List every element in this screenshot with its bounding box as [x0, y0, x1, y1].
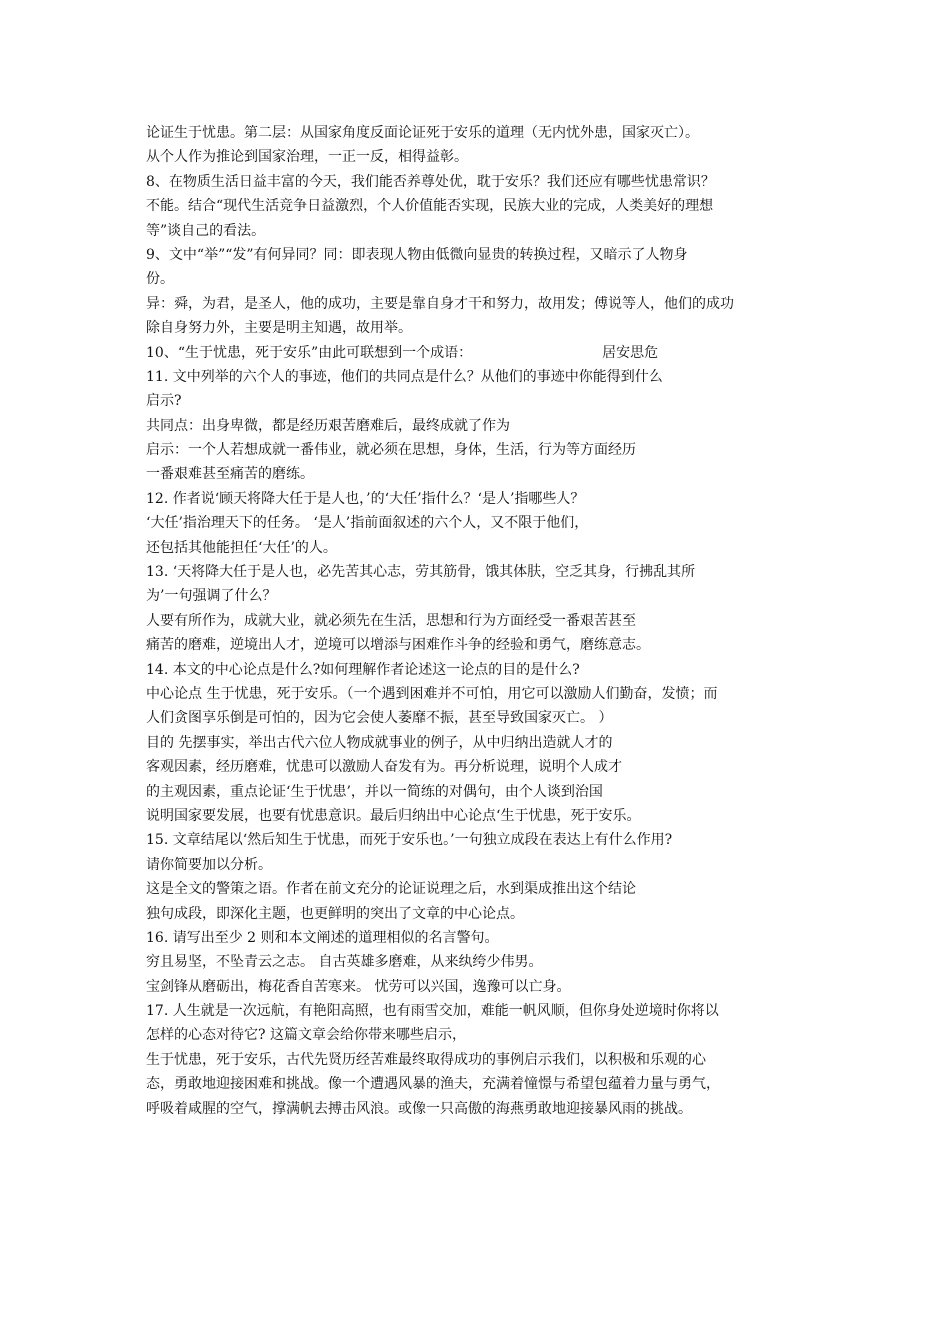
text-line: 目的 先摆事实，举出古代六位人物成就事业的例子，从中归纳出造就人才的: [146, 734, 613, 751]
text-line: 生于忧患，死于安乐，古代先贤历经苦难最终取得成功的事例启示我们，以积极和乐观的心: [146, 1051, 706, 1068]
question-10-line: [146, 341, 818, 365]
text-line: 16. 请写出至少 2 则和本文阐述的道理相似的名言警句。: [146, 929, 499, 946]
text-line: 8、在物质生活日益丰富的今天，我们能否养尊处优，耽于安乐？我们还应有哪些忧患常识？: [146, 173, 715, 190]
question-10-text: 10、“生于忧患，死于安乐”由此可联想到一个成语：: [146, 344, 473, 361]
text-line: 呼吸着咸腥的空气，撑满帆去搏击风浪。或像一只高傲的海燕勇敢地迎接暴风雨的挑战。: [146, 1100, 692, 1117]
text-line: ‘大任’指治理天下的任务。 ‘是人’指前面叙述的六个人，又不限于他们，: [146, 515, 589, 532]
text-line: 从个人作为推论到国家治理，一正一反，相得益彰。: [146, 149, 468, 166]
text-line: 穷且易坚，不坠青云之志。 自古英雄多磨难，从来纨绔少伟男。: [146, 954, 543, 971]
question-10-answer: 居安思危: [602, 344, 659, 361]
text-line: 怎样的心态对待它? 这篇文章会给你带来哪些启示，: [146, 1027, 466, 1044]
text-line: 除自身努力外，主要是明主知遇，故用举。: [146, 320, 412, 337]
text-line: 还包括其他能担任‘大任’的人。: [146, 539, 337, 556]
text-line: 为’一句强调了什么？: [146, 588, 277, 605]
text-line: 客观因素，经历磨难，忧患可以激励人奋发有为。再分析说理，说明个人成才: [146, 759, 622, 776]
text-line: 启示?: [146, 393, 182, 410]
text-line: 12. 作者说‘顾天将降大任于是人也，’的‘大任’指什么？‘是人’指哪些人？: [146, 490, 585, 507]
text-line: 人们贪图享乐倒是可怕的，因为它会使人萎靡不振，甚至导致国家灭亡。 ）: [146, 710, 613, 727]
text-line: 这是全文的警策之语。作者在前文充分的论证说理之后，水到渠成推出这个结论: [146, 881, 636, 898]
text-line: 15. 文章结尾以‘然后知生于忧患，而死于安乐也。’一句独立成段在表达上有什么作用?: [146, 832, 673, 849]
text-line: 态，勇敢地迎接困难和挑战。像一个遭遇风暴的渔夫，充满着憧憬与希望包蕴着力量与勇气，: [146, 1076, 720, 1093]
text-line: 请你简要加以分析。: [146, 856, 272, 873]
text-line: 等”谈自己的看法。: [146, 222, 266, 239]
text-line: 一番艰难甚至痛苦的磨练。: [146, 466, 314, 483]
text-line: 独句成段，即深化主题，也更鲜明的突出了文章的中心论点。: [146, 905, 524, 922]
text-line: 11. 文中列举的六个人的事迹，他们的共同点是什么？从他们的事迹中你能得到什么: [146, 368, 663, 385]
text-line: 人要有所作为，成就大业，就必须先在生活，思想和行为方面经受一番艰苦甚至: [146, 612, 636, 629]
document-body: [146, 121, 818, 1121]
text-line: 启示：一个人若想成就一番伟业，就必须在思想，身体，生活，行为等方面经历: [146, 442, 636, 459]
text-line: 论证生于忧患。第二层：从国家角度反面论证死于安乐的道理（无内忧外患，国家灭亡）。: [146, 125, 699, 141]
text-line: 14. 本文的中心论点是什么?如何理解作者论述这一论点的目的是什么?: [146, 661, 580, 678]
text-line: 份。: [146, 271, 174, 288]
text-line: 17. 人生就是一次远航，有艳阳高照，也有雨雪交加，难能一帆风顺，但你身处逆境时你将以: [146, 1003, 719, 1020]
text-line: 中心论点 生于忧患，死于安乐。（一个遇到困难并不可怕，用它可以激励人们勤奋，发愤；而: [146, 685, 718, 702]
text-line: 宝剑锋从磨砺出，梅花香自苦寒来。 忧劳可以兴国，逸豫可以亡身。: [146, 978, 571, 995]
text-line: 说明国家要发展，也要有忧患意识。最后归纳出中心论点‘生于忧患，死于安乐。: [146, 807, 641, 824]
text-line: 异：舜，为君，是圣人，他的成功，主要是靠自身才干和努力，故用发；傅说等人，他们的成功: [146, 295, 734, 312]
text-line: 不能。结合“现代生活竞争日益激烈，个人价值能否实现，民族大业的完成，人类美好的理想: [146, 198, 714, 215]
text-line: 的主观因素，重点论证‘生于忧患’，并以一简练的对偶句，由个人谈到治国: [146, 783, 603, 800]
text-line: 9、文中“举”“发”有何异同？同：即表现人物由低微向显贵的转换过程，又暗示了人物身: [146, 246, 688, 263]
text-line: 13. ‘天将降大任于是人也，必先苦其心志，劳其筋骨，饿其体肤，空乏其身，行拂乱其所: [146, 564, 696, 581]
text-line: 共同点：出身卑微，都是经历艰苦磨难后，最终成就了作为: [146, 417, 510, 434]
text-line: 痛苦的磨难，逆境出人才，逆境可以增添与困难作斗争的经验和勇气，磨练意志。: [146, 637, 650, 654]
